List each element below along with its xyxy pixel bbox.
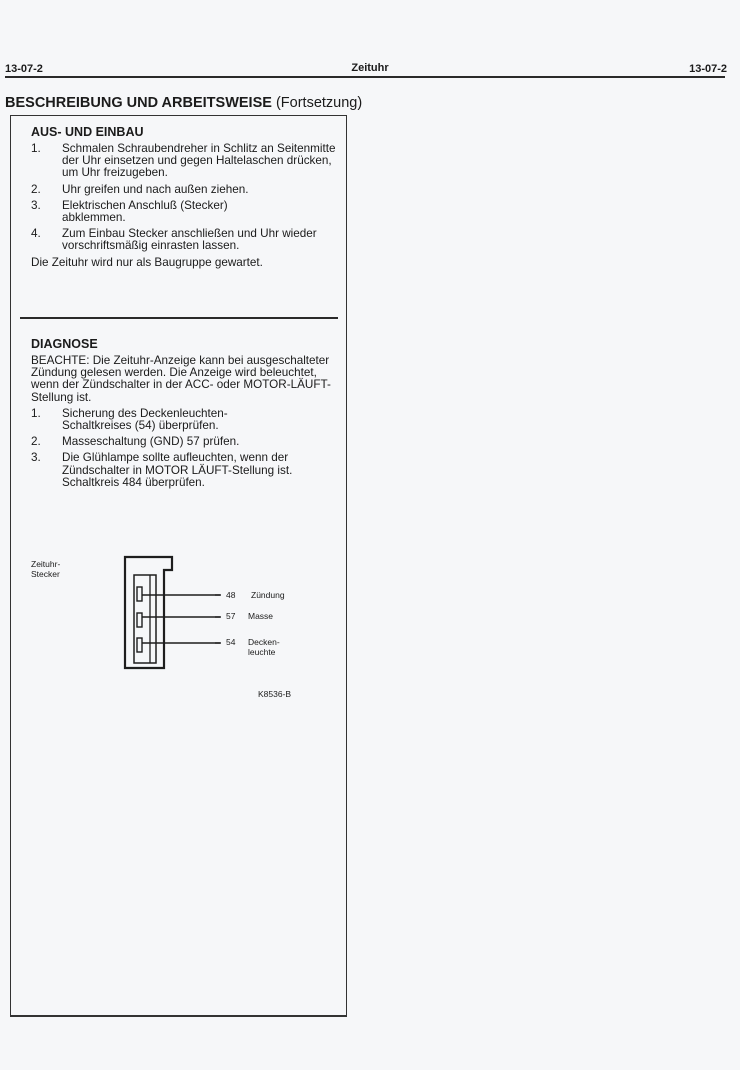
step-number: 3.: [31, 451, 41, 465]
pin-name-57: Masse: [248, 611, 274, 621]
pin-name-54: [248, 638, 280, 657]
page-number-left: 13-07-2: [5, 63, 43, 75]
connector-label-line1: Zeituhr-: [31, 559, 61, 569]
step-number: 1.: [31, 406, 41, 420]
page-header-title: Zeituhr: [351, 62, 389, 74]
pin-name-48: Zündung: [251, 590, 285, 600]
removal-step: [31, 143, 341, 180]
removal-step: [31, 200, 341, 224]
step-number: 1.: [31, 142, 41, 155]
pin-name-54-line2: leuchte: [248, 646, 276, 657]
removal-heading: AUS- UND EINBAU: [31, 125, 144, 139]
step-number: 3.: [31, 198, 41, 212]
pin-circuit-57: 57: [226, 611, 236, 621]
diagnosis-content: [31, 355, 341, 493]
removal-step: [31, 228, 341, 252]
pin-circuit-48: 48: [226, 590, 236, 600]
figure-id: K8536-B: [258, 689, 292, 699]
pin-name-54-line1: Decken-: [248, 637, 280, 647]
pin-48: [137, 587, 142, 601]
connector-housing: [125, 557, 172, 668]
connector-label-line2: Stecker: [31, 568, 60, 579]
diagnosis-note: BEACHTE: Die Zeituhr-Anzeige kann bei ausgeschalteter Zündung gelesen werden. Die Anzeige wird beleuchtet, wenn der Zündschalter in der ACC- oder MOTOR-LÄUFT-Stellung ist.: [31, 354, 331, 404]
step-number: 2.: [31, 182, 41, 196]
step-text: Uhr greifen und nach außen ziehen.: [62, 182, 249, 196]
step-number: 2.: [31, 435, 41, 449]
diagnosis-step: [31, 408, 341, 432]
removal-step: [31, 184, 341, 196]
removal-note: Die Zeituhr wird nur als Baugruppe gewartet.: [31, 255, 263, 269]
diagnosis-step: [31, 436, 341, 448]
step-text: Masseschaltung (GND) 57 prüfen.: [62, 435, 240, 449]
step-text: Zum Einbau Stecker anschließen und Uhr wieder vorschriftsmäßig einrasten lassen.: [62, 227, 317, 253]
page-number-right: 13-07-2: [689, 63, 727, 75]
section-title-continued: (Fortsetzung): [275, 95, 363, 111]
wire-extensions: [215, 590, 223, 650]
diagnosis-heading: DIAGNOSE: [31, 337, 98, 351]
step-text: Die Glühlampe sollte aufleuchten, wenn der Zündschalter in MOTOR LÄUFT-Stellung ist. Schaltkreis 484 überprüfen.: [62, 451, 293, 489]
connector-label: [31, 560, 60, 579]
section-title-main: BESCHREIBUNG UND ARBEITSWEISE: [5, 95, 272, 111]
section-title: [5, 95, 362, 111]
step-text: Elektrischen Anschluß (Stecker) abklemmen.: [62, 198, 228, 225]
step-text: Schmalen Schraubendreher in Schlitz an Seitenmitte der Uhr einsetzen und gegen Haltelaschen drücken, um Uhr freizugeben.: [62, 142, 336, 180]
pin-57: [137, 613, 142, 627]
removal-steps: [31, 143, 341, 269]
section-separator: [20, 317, 338, 319]
step-text: Sicherung des Deckenleuchten-Schaltkreises (54) überprüfen.: [62, 406, 228, 433]
header-rule: [5, 76, 725, 78]
pin-54: [137, 638, 142, 652]
step-number: 4.: [31, 227, 41, 241]
diagnosis-step: [31, 452, 341, 489]
pin-circuit-54: 54: [226, 637, 236, 647]
connector-diagram: [110, 550, 220, 675]
